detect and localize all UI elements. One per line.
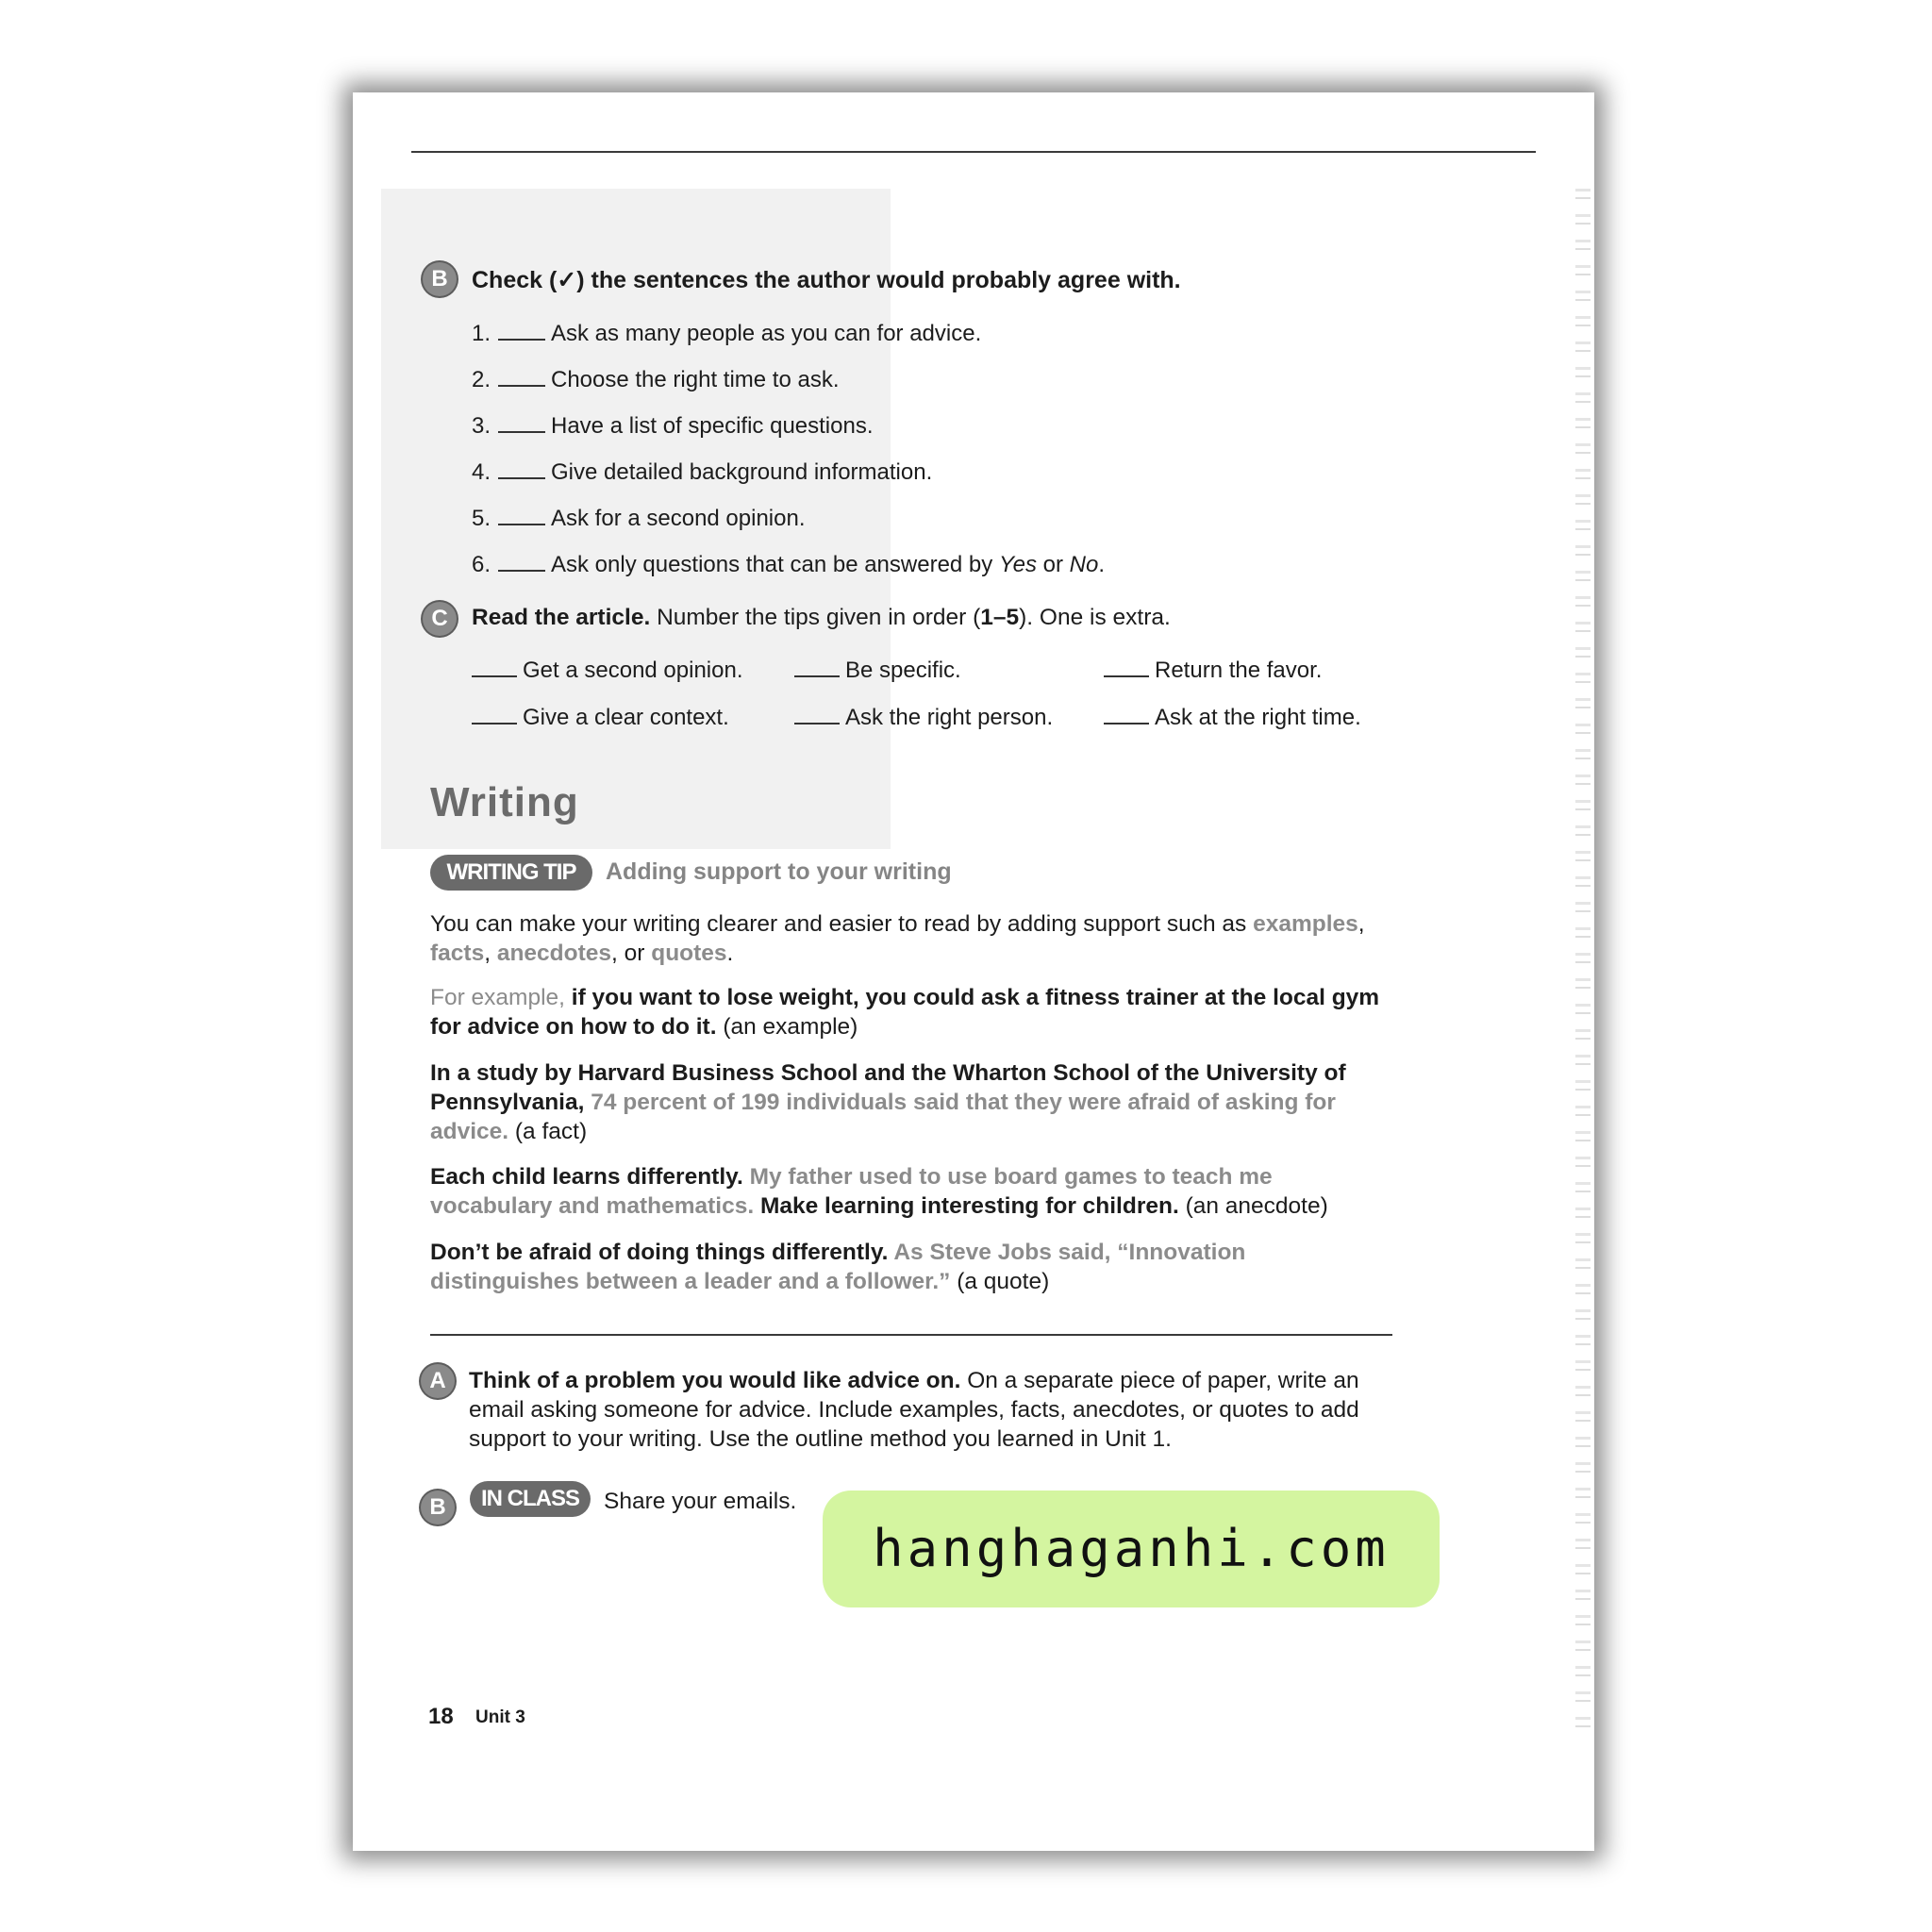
instruction-text: Number the tips given in order ( [650,605,981,630]
answer-blank[interactable] [794,722,840,724]
tip-text: Get a second opinion. [523,658,743,683]
punct: , or [611,941,652,966]
tip-option [1104,658,1322,684]
answer-blank[interactable] [498,338,545,341]
tip-intro [430,909,1392,968]
badge-b: B [421,1491,455,1524]
section-title: Writing [430,779,579,825]
item-no: No [1069,552,1099,577]
answer-blank[interactable] [498,523,545,525]
intro-text: You can make your writing clearer and easier to read by adding support such as [430,911,1254,937]
section-b-instruction: Check (✓) the sentences the author would probably agree with. [472,267,1181,293]
term-anecdotes: anecdotes [496,941,612,966]
term-facts: facts [430,941,485,966]
fact-grey: 74 percent of 199 individuals said that they were afraid of asking for advice. [430,1090,1336,1144]
instruction-range: 1–5 [980,605,1020,630]
scan-edge [1575,189,1591,1736]
example-lead: For example, [430,985,565,1010]
anecdote-grey: My father used to use board games to teach me vocabulary and mathematics. [430,1164,1273,1219]
task-b-text: Share your emails. [604,1489,797,1514]
fact-bold: In a study by Harvard Business School and the Wharton School of the University of Pennsylvania, [430,1060,1346,1115]
tip-option [472,658,743,684]
item-number: 2. [472,367,491,392]
item-number: 4. [472,459,491,485]
list-item [472,367,839,393]
tip-option [472,705,729,731]
quote-paragraph [430,1238,1392,1296]
anecdote-paragraph [430,1162,1392,1221]
item-text: Ask as many people as you can for advice. [551,321,982,346]
writing-tip-badge: WRITING TIP [430,855,592,891]
item-text: Ask only questions that can be answered by [551,552,999,577]
term-quotes: quotes [651,941,727,966]
term-examples: examples [1253,911,1358,937]
tip-option [1104,705,1361,731]
answer-blank[interactable] [472,675,517,677]
item-number: 6. [472,552,491,577]
answer-blank[interactable] [498,476,545,479]
fact-tag: (a fact) [508,1119,588,1144]
punct: , [1357,911,1365,937]
example-bold: if you want to lose weight, you could ask a fitness trainer at the local gym for advice on how to do it. [430,985,1380,1040]
list-item [472,413,874,440]
tip-option [794,705,1053,731]
unit-label: Unit 3 [475,1707,525,1727]
example-tag: (an example) [716,1014,858,1040]
list-item [472,459,932,486]
answer-blank[interactable] [1104,675,1149,677]
item-number: 1. [472,321,491,346]
tip-text: Give a clear context. [523,705,729,730]
instruction-bold: Read the article. [472,605,651,630]
task-a-text [469,1366,1399,1454]
quote-bold: Don’t be afraid of doing things differently. [430,1240,889,1265]
anecdote-tag: (an anecdote) [1178,1193,1328,1219]
tip-text: Ask the right person. [845,705,1054,730]
in-class-badge: IN CLASS [470,1481,591,1517]
task-a-rest: On a separate piece of paper, write an email asking someone for advice. Include examples, facts, anecdotes, or quotes to add support to your writing. Use the outline method you learned in Unit 1. [469,1368,1359,1452]
example-paragraph [430,983,1392,1041]
top-rule [411,151,1536,153]
item-text: Give detailed background information. [551,459,933,485]
punct: , [484,941,497,966]
answer-blank[interactable] [794,675,840,677]
anecdote-bold: Each child learns differently. [430,1164,743,1190]
instruction-end: ). One is extra. [1019,605,1171,630]
item-text: Have a list of specific questions. [551,413,874,439]
badge-c: C [423,602,457,636]
tip-title: Adding support to your writing [606,858,952,885]
item-text: Choose the right time to ask. [551,367,840,392]
section-divider [430,1334,1392,1336]
watermark-label: hanghaganhi.com [823,1491,1440,1607]
section-c-instruction [472,605,1171,631]
tip-text: Ask at the right time. [1155,705,1361,730]
item-yes: Yes [998,552,1037,577]
answer-blank[interactable] [498,384,545,387]
tip-text: Return the favor. [1155,658,1323,683]
answer-blank[interactable] [498,430,545,433]
task-a-bold: Think of a problem you would like advice on. [469,1368,961,1393]
item-number: 5. [472,506,491,531]
answer-blank[interactable] [472,722,517,724]
item-number: 3. [472,413,491,439]
punct: . [726,941,734,966]
item-or: or [1036,552,1070,577]
list-item [472,506,806,532]
badge-b: B [423,262,457,296]
tip-option [794,658,961,684]
item-text: Ask for a second opinion. [551,506,806,531]
quote-tag: (a quote) [950,1269,1050,1294]
item-end: . [1098,552,1106,577]
tip-text: Be specific. [845,658,961,683]
quote-grey: As Steve Jobs said, “Innovation distinguishes between a leader and a follower.” [430,1240,1246,1294]
badge-a: A [421,1364,455,1398]
page-number: 18 [428,1704,454,1729]
answer-blank[interactable] [498,569,545,572]
anecdote-bold: Make learning interesting for children. [754,1193,1179,1219]
list-item [472,552,1105,578]
answer-blank[interactable] [1104,722,1149,724]
list-item [472,321,981,347]
fact-paragraph [430,1058,1392,1146]
